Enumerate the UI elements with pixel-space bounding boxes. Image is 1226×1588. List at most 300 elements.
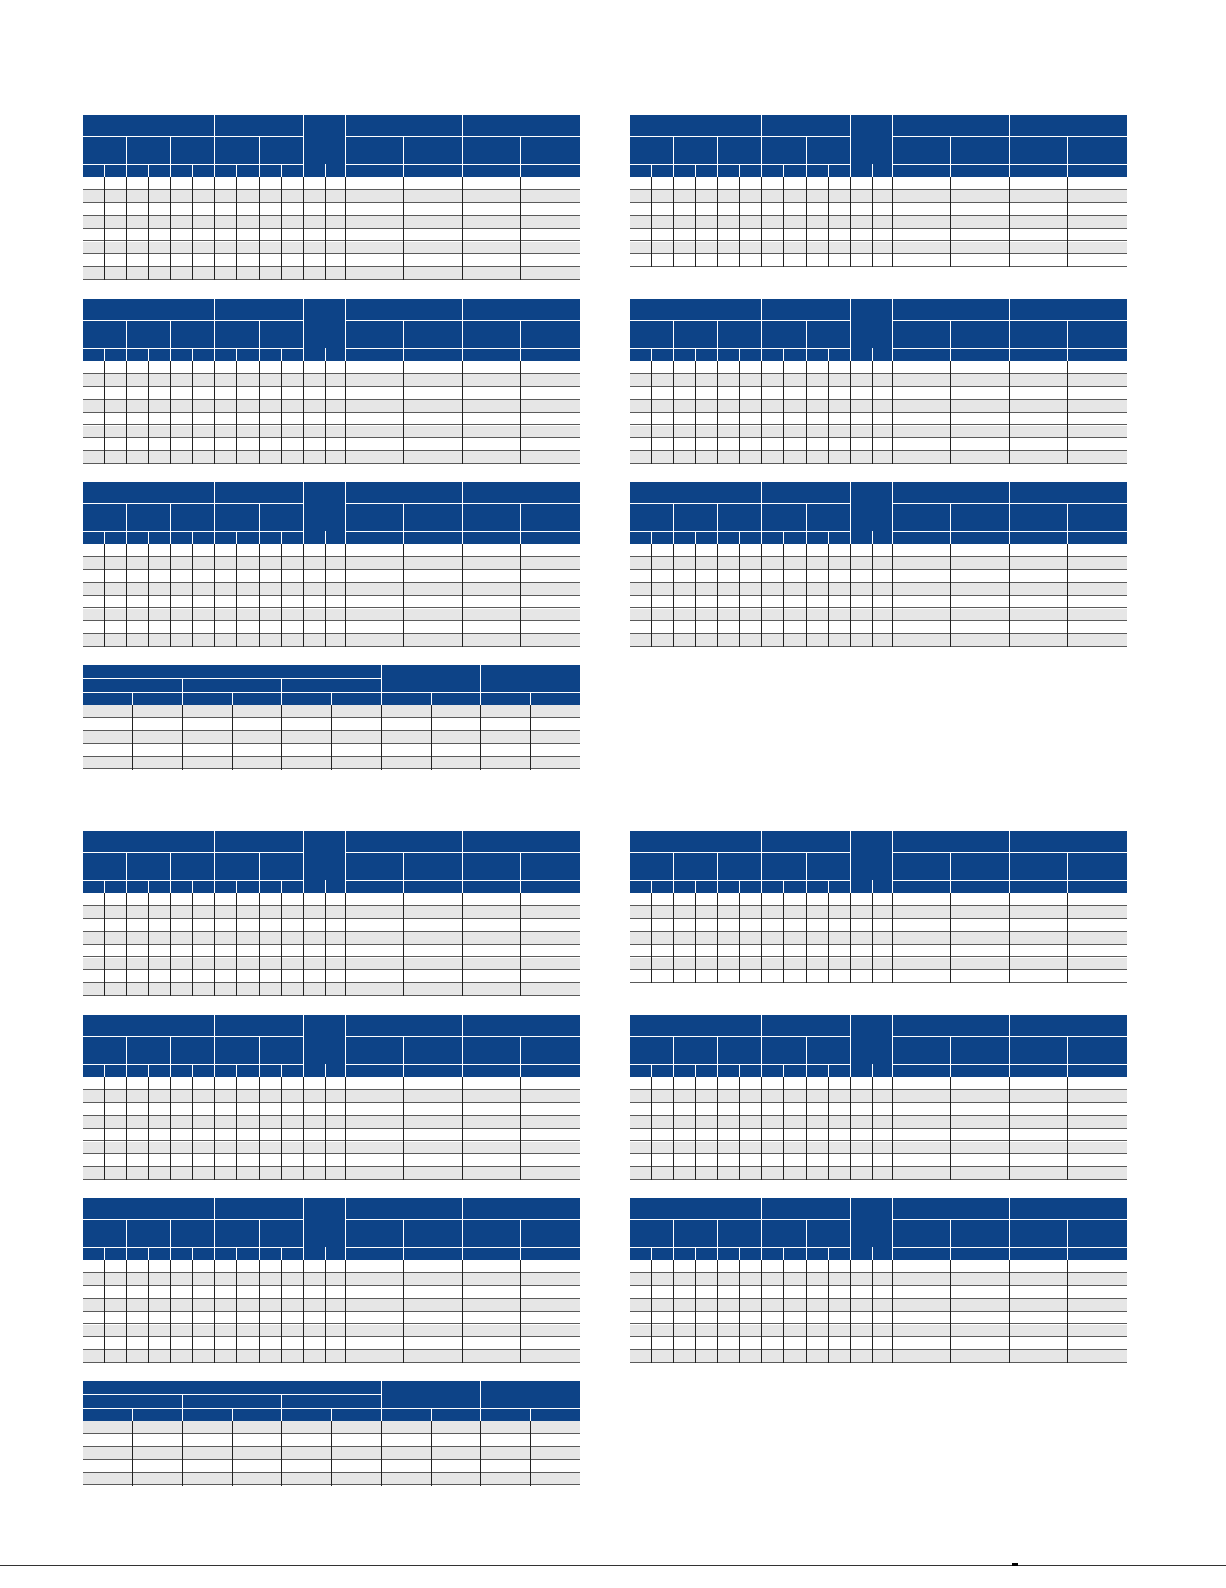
column-divider — [520, 320, 521, 361]
column-divider — [259, 531, 260, 544]
column-divider — [126, 544, 127, 647]
row-divider — [630, 348, 850, 349]
column-divider — [170, 1064, 171, 1077]
column-divider — [345, 544, 346, 647]
table-header — [83, 482, 580, 544]
column-divider — [673, 348, 674, 361]
column-divider — [673, 1260, 674, 1363]
column-divider — [148, 1260, 149, 1363]
column-divider — [345, 1015, 346, 1077]
column-divider — [695, 361, 696, 464]
column-divider — [431, 1421, 432, 1486]
column-divider — [403, 1260, 404, 1363]
column-divider — [462, 361, 463, 464]
column-divider — [148, 544, 149, 647]
column-divider — [892, 1015, 893, 1077]
table-row — [83, 374, 580, 387]
column-divider — [717, 880, 718, 893]
column-divider — [403, 544, 404, 647]
column-divider — [828, 1260, 829, 1363]
column-divider — [1009, 115, 1010, 177]
column-divider — [717, 531, 718, 544]
column-divider — [783, 880, 784, 893]
table-row — [630, 216, 1127, 229]
column-divider — [462, 544, 463, 647]
row-divider — [83, 531, 303, 532]
table-row — [630, 1286, 1127, 1299]
column-divider — [126, 1247, 127, 1260]
table-row — [630, 1325, 1127, 1338]
row-divider — [83, 1219, 303, 1220]
data-table — [630, 482, 1127, 647]
column-divider — [281, 880, 282, 893]
table-row — [83, 1167, 580, 1180]
table-body — [83, 893, 580, 996]
column-divider — [403, 320, 404, 361]
column-divider — [1067, 320, 1068, 361]
table-header — [630, 1198, 1127, 1260]
column-divider — [281, 1064, 282, 1077]
table-row — [83, 1273, 580, 1286]
row-divider — [83, 852, 303, 853]
column-divider — [236, 893, 237, 996]
column-divider — [259, 348, 260, 361]
column-divider — [170, 164, 171, 177]
column-divider — [236, 1260, 237, 1363]
table-row — [630, 1337, 1127, 1350]
table-row — [83, 970, 580, 983]
column-divider — [236, 1064, 237, 1077]
column-divider — [1009, 544, 1010, 647]
column-divider — [381, 1421, 382, 1486]
column-divider — [104, 177, 105, 280]
column-divider — [148, 1077, 149, 1180]
column-divider — [872, 1064, 873, 1077]
column-divider — [892, 893, 893, 983]
column-divider — [281, 1394, 282, 1421]
column-divider — [739, 164, 740, 177]
column-divider — [1009, 1198, 1010, 1260]
table-body — [630, 1260, 1127, 1363]
column-divider — [520, 1077, 521, 1180]
row-divider — [83, 164, 303, 165]
column-divider — [325, 361, 326, 464]
row-divider — [83, 678, 381, 679]
column-divider — [170, 177, 171, 280]
table-row — [83, 1090, 580, 1103]
data-table — [83, 299, 580, 464]
column-divider — [806, 1247, 807, 1260]
column-divider — [104, 164, 105, 177]
column-divider — [345, 893, 346, 996]
column-divider — [520, 503, 521, 544]
column-divider — [232, 692, 233, 705]
column-divider — [345, 1198, 346, 1260]
column-divider — [104, 1260, 105, 1363]
column-divider — [281, 544, 282, 647]
table-header — [630, 299, 1127, 361]
column-divider — [170, 348, 171, 361]
column-divider — [1067, 852, 1068, 893]
table-row — [630, 229, 1127, 242]
table-row — [83, 1129, 580, 1142]
summary-body — [83, 705, 580, 770]
table-row — [83, 1154, 580, 1167]
column-divider — [236, 531, 237, 544]
column-divider — [530, 692, 531, 705]
column-divider — [104, 893, 105, 996]
column-divider — [695, 531, 696, 544]
column-divider — [462, 1260, 463, 1363]
column-divider — [403, 1077, 404, 1180]
table-row — [630, 1312, 1127, 1325]
column-divider — [325, 1247, 326, 1260]
column-divider — [651, 544, 652, 647]
column-divider — [403, 503, 404, 544]
column-divider — [673, 1064, 674, 1077]
column-divider — [1067, 361, 1068, 464]
table-row — [83, 1260, 580, 1273]
column-divider — [1009, 482, 1010, 544]
column-divider — [214, 1247, 215, 1260]
column-divider — [345, 482, 346, 544]
column-divider — [214, 893, 215, 996]
column-divider — [303, 177, 304, 280]
column-divider — [148, 893, 149, 996]
column-divider — [761, 177, 762, 267]
column-divider — [673, 164, 674, 177]
column-divider — [480, 1381, 481, 1421]
table-row — [83, 596, 580, 609]
column-divider — [281, 164, 282, 177]
column-divider — [192, 348, 193, 361]
column-divider — [872, 164, 873, 177]
data-table — [83, 831, 580, 996]
row-divider — [83, 136, 303, 137]
table-row — [83, 254, 580, 267]
column-divider — [806, 893, 807, 983]
column-divider — [281, 177, 282, 280]
table-header — [83, 299, 580, 361]
column-divider — [850, 1077, 851, 1180]
column-divider — [717, 177, 718, 267]
column-divider — [170, 1247, 171, 1260]
column-divider — [126, 880, 127, 893]
column-divider — [170, 1077, 171, 1180]
column-divider — [331, 1408, 332, 1421]
data-table — [630, 1015, 1127, 1180]
column-divider — [530, 705, 531, 770]
column-divider — [651, 531, 652, 544]
column-divider — [651, 164, 652, 177]
column-divider — [530, 1408, 531, 1421]
table-row — [630, 1103, 1127, 1116]
column-divider — [739, 531, 740, 544]
column-divider — [850, 1198, 851, 1260]
column-divider — [783, 348, 784, 361]
column-divider — [828, 361, 829, 464]
column-divider — [303, 1015, 304, 1077]
table-row — [83, 983, 580, 996]
column-divider — [325, 1077, 326, 1180]
column-divider — [673, 544, 674, 647]
summary-table — [83, 665, 580, 770]
column-divider — [192, 1247, 193, 1260]
column-divider — [1009, 831, 1010, 893]
table-row — [630, 634, 1127, 647]
column-divider — [872, 880, 873, 893]
table-row — [630, 919, 1127, 932]
column-divider — [806, 361, 807, 464]
column-divider — [259, 893, 260, 996]
column-divider — [126, 1064, 127, 1077]
column-divider — [104, 1077, 105, 1180]
table-header — [83, 831, 580, 893]
column-divider — [950, 361, 951, 464]
column-divider — [892, 544, 893, 647]
table-row — [630, 906, 1127, 919]
column-divider — [236, 544, 237, 647]
column-divider — [892, 299, 893, 361]
column-divider — [892, 482, 893, 544]
table-row — [83, 1103, 580, 1116]
table-row — [83, 544, 580, 557]
column-divider — [673, 893, 674, 983]
column-divider — [695, 164, 696, 177]
column-divider — [806, 1260, 807, 1363]
column-divider — [170, 1260, 171, 1363]
column-divider — [281, 1260, 282, 1363]
column-divider — [850, 361, 851, 464]
column-divider — [192, 1260, 193, 1363]
column-divider — [236, 880, 237, 893]
row-divider — [630, 880, 850, 881]
column-divider — [1067, 503, 1068, 544]
table-row — [630, 242, 1127, 255]
column-divider — [345, 115, 346, 177]
table-body — [630, 544, 1127, 647]
column-divider — [281, 1421, 282, 1486]
row-divider — [630, 136, 850, 137]
column-divider — [673, 361, 674, 464]
column-divider — [783, 1247, 784, 1260]
column-divider — [520, 361, 521, 464]
table-row — [83, 438, 580, 451]
column-divider — [872, 893, 873, 983]
column-divider — [303, 831, 304, 893]
table-row — [630, 254, 1127, 267]
table-body — [83, 1077, 580, 1180]
column-divider — [192, 880, 193, 893]
column-divider — [345, 299, 346, 361]
column-divider — [739, 1077, 740, 1180]
row-divider — [83, 1247, 303, 1248]
column-divider — [281, 1247, 282, 1260]
column-divider — [214, 361, 215, 464]
table-row — [83, 906, 580, 919]
table-row — [630, 970, 1127, 983]
column-divider — [462, 1077, 463, 1180]
column-divider — [303, 361, 304, 464]
column-divider — [950, 852, 951, 893]
column-divider — [104, 348, 105, 361]
column-divider — [1009, 1260, 1010, 1363]
column-divider — [828, 348, 829, 361]
column-divider — [403, 1219, 404, 1260]
column-divider — [104, 531, 105, 544]
table-row — [630, 1090, 1127, 1103]
column-divider — [148, 1247, 149, 1260]
column-divider — [325, 348, 326, 361]
table-row — [83, 1286, 580, 1299]
column-divider — [345, 1260, 346, 1363]
table-row — [83, 557, 580, 570]
column-divider — [950, 1260, 951, 1363]
column-divider — [148, 880, 149, 893]
table-row — [83, 451, 580, 464]
table-row — [630, 177, 1127, 190]
table-row — [83, 361, 580, 374]
column-divider — [892, 831, 893, 893]
column-divider — [431, 692, 432, 705]
column-divider — [950, 320, 951, 361]
column-divider — [717, 544, 718, 647]
row-divider — [83, 320, 303, 321]
column-divider — [148, 348, 149, 361]
column-divider — [345, 177, 346, 280]
column-divider — [462, 299, 463, 361]
column-divider — [739, 1260, 740, 1363]
column-divider — [126, 1077, 127, 1180]
table-row — [630, 958, 1127, 971]
column-divider — [126, 164, 127, 177]
column-divider — [717, 1260, 718, 1363]
column-divider — [872, 1260, 873, 1363]
column-divider — [695, 177, 696, 267]
row-divider — [630, 503, 850, 504]
column-divider — [214, 164, 215, 177]
column-divider — [1067, 1260, 1068, 1363]
column-divider — [104, 544, 105, 647]
column-divider — [850, 299, 851, 361]
column-divider — [403, 893, 404, 996]
column-divider — [1067, 177, 1068, 267]
table-row — [630, 374, 1127, 387]
table-row — [83, 242, 580, 255]
column-divider — [673, 1247, 674, 1260]
table-row — [83, 609, 580, 622]
column-divider — [104, 361, 105, 464]
table-row — [630, 1260, 1127, 1273]
table-row — [83, 1325, 580, 1338]
table-row — [630, 557, 1127, 570]
footer-rule — [0, 1565, 1226, 1566]
table-row — [630, 583, 1127, 596]
column-divider — [717, 893, 718, 983]
column-divider — [872, 361, 873, 464]
table-header — [83, 115, 580, 177]
column-divider — [214, 348, 215, 361]
table-header — [630, 115, 1127, 177]
column-divider — [192, 1077, 193, 1180]
column-divider — [651, 1077, 652, 1180]
row-divider — [630, 852, 850, 853]
column-divider — [520, 1219, 521, 1260]
column-divider — [214, 1064, 215, 1077]
column-divider — [950, 544, 951, 647]
table-row — [83, 387, 580, 400]
column-divider — [325, 164, 326, 177]
column-divider — [259, 1247, 260, 1260]
table-row — [630, 544, 1127, 557]
column-divider — [303, 115, 304, 177]
data-table — [83, 1198, 580, 1363]
column-divider — [104, 1064, 105, 1077]
table-row — [83, 945, 580, 958]
column-divider — [717, 164, 718, 177]
column-divider — [303, 1198, 304, 1260]
column-divider — [480, 705, 481, 770]
column-divider — [1067, 1077, 1068, 1180]
column-divider — [381, 705, 382, 770]
column-divider — [1067, 1219, 1068, 1260]
table-row — [83, 1116, 580, 1129]
column-divider — [232, 1421, 233, 1486]
row-divider — [630, 164, 850, 165]
table-row — [630, 570, 1127, 583]
column-divider — [126, 531, 127, 544]
table-body — [83, 544, 580, 647]
column-divider — [462, 1198, 463, 1260]
column-divider — [236, 361, 237, 464]
summary-body — [83, 1421, 580, 1486]
column-divider — [132, 692, 133, 705]
column-divider — [761, 1077, 762, 1180]
row-divider — [630, 320, 850, 321]
column-divider — [1009, 361, 1010, 464]
column-divider — [214, 177, 215, 280]
column-divider — [462, 115, 463, 177]
column-divider — [259, 1077, 260, 1180]
column-divider — [192, 177, 193, 280]
table-body — [83, 361, 580, 464]
column-divider — [325, 893, 326, 996]
column-divider — [950, 1036, 951, 1077]
column-divider — [403, 177, 404, 280]
column-divider — [783, 164, 784, 177]
table-row — [83, 203, 580, 216]
column-divider — [806, 348, 807, 361]
column-divider — [431, 1408, 432, 1421]
column-divider — [739, 361, 740, 464]
column-divider — [806, 1064, 807, 1077]
table-row — [630, 945, 1127, 958]
column-divider — [717, 361, 718, 464]
column-divider — [325, 1064, 326, 1077]
column-divider — [281, 705, 282, 770]
column-divider — [850, 1015, 851, 1077]
column-divider — [761, 1247, 762, 1260]
column-divider — [345, 361, 346, 464]
column-divider — [651, 1260, 652, 1363]
column-divider — [132, 705, 133, 770]
column-divider — [214, 880, 215, 893]
column-divider — [950, 893, 951, 983]
table-row — [630, 203, 1127, 216]
column-divider — [892, 1198, 893, 1260]
column-divider — [783, 893, 784, 983]
column-divider — [761, 544, 762, 647]
